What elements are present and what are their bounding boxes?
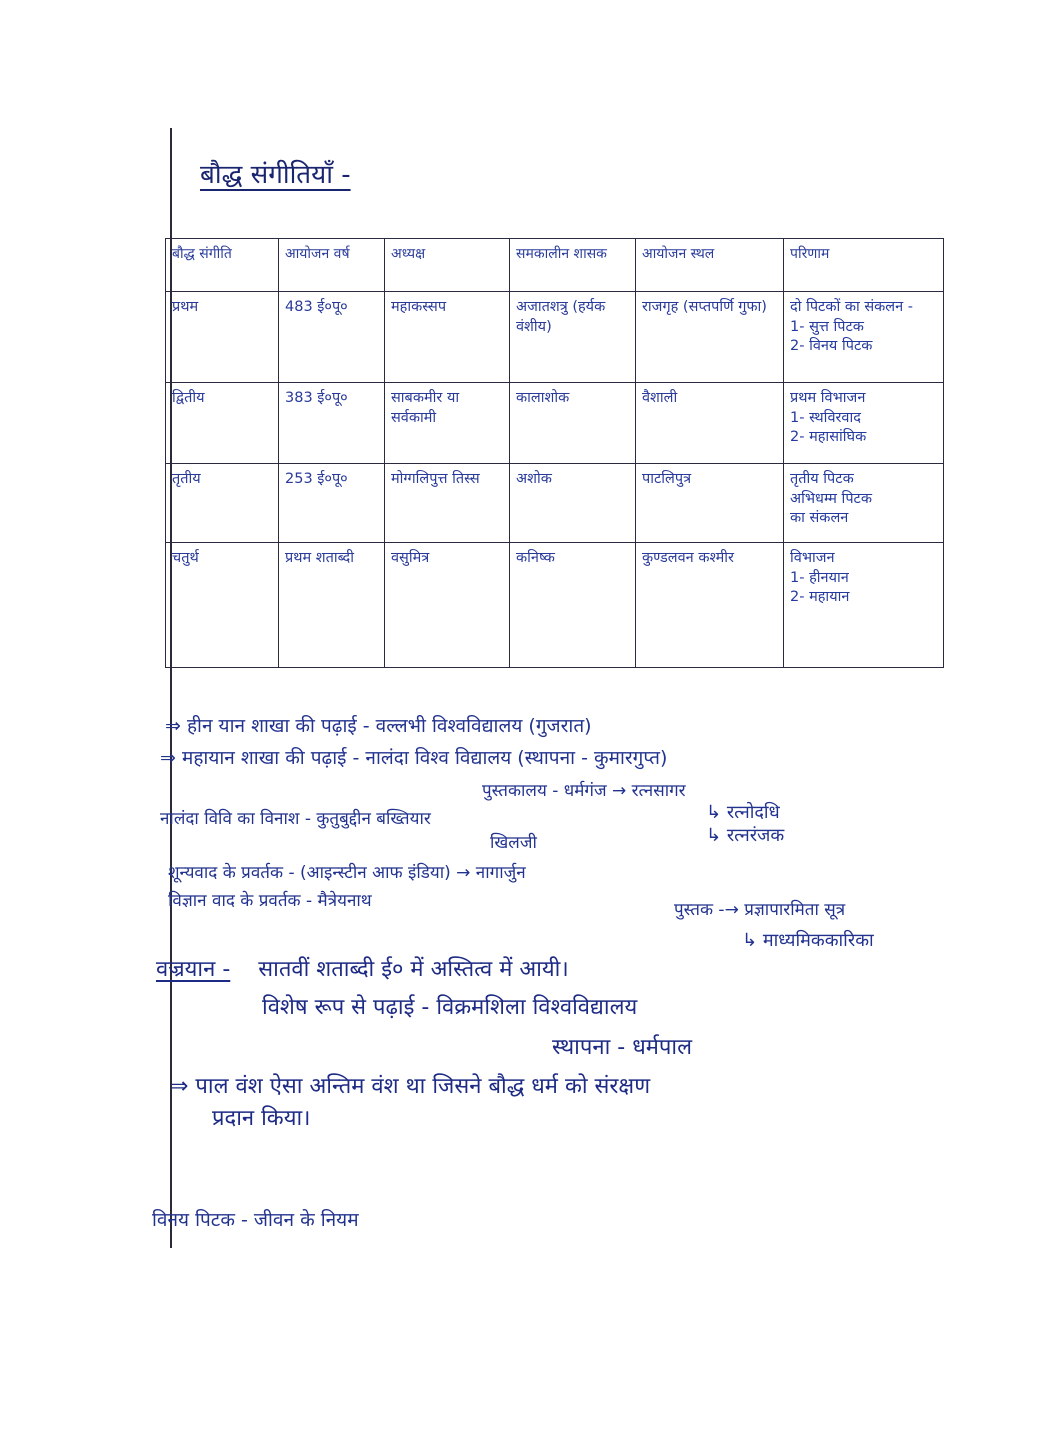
page-title: बौद्ध संगीतियाँ - xyxy=(200,160,351,190)
table-header-row xyxy=(166,239,944,292)
cell-year: 383 ई०पू० xyxy=(279,383,385,464)
outcome-line: 1- स्थविरवाद xyxy=(790,409,861,426)
note-hinayan: ⇒ हीन यान शाखा की पढ़ाई - वल्लभी विश्वविद्यालय (गुजरात) xyxy=(165,715,592,737)
outcome-line: 2- महासांघिक xyxy=(790,429,867,446)
note-book-2: ↳ माध्यमिककारिका xyxy=(742,930,874,951)
outcome-line: दो पिटकों का संकलन - xyxy=(790,299,914,315)
outcome-line: तृतीय पिटक xyxy=(790,471,854,487)
note-shunyavad: शून्यवाद के प्रवर्तक - (आइन्स्टीन आफ इंडिया) → नागार्जुन xyxy=(168,863,526,883)
cell-outcome xyxy=(784,292,944,383)
cell-year: 253 ई०पू० xyxy=(279,464,385,543)
cell-venue: पाटलिपुत्र xyxy=(636,464,784,543)
cell-president: साबकमीर या सर्वकामी xyxy=(385,383,510,464)
note-pala-line2: प्रदान किया। xyxy=(212,1106,311,1131)
note-mahayan: ⇒ महायान शाखा की पढ़ाई - नालंदा विश्व विद्यालय (स्थापना - कुमारगुप्त) xyxy=(160,747,668,769)
vajrayan-text: सातवीं शताब्दी ई० में अस्तित्व में आयी। xyxy=(258,957,569,982)
cell-council: द्वितीय xyxy=(166,383,279,464)
cell-outcome xyxy=(784,464,944,543)
note-nalanda-destruction: नालंदा विवि का विनाश - कुतुबुद्दीन बख्तियार xyxy=(160,809,431,829)
outcome-line: अभिधम्म पिटक xyxy=(790,490,872,507)
outcome-line: का संकलन xyxy=(790,510,849,527)
book-title: प्रज्ञापारमिता सूत्र xyxy=(744,900,846,920)
table-row xyxy=(166,464,944,543)
outcome-line: 2- महायान xyxy=(790,589,850,606)
note-books: पुस्तक -→ प्रज्ञापारमिता सूत्र xyxy=(674,900,846,920)
note-library: पुस्तकालय - धर्मगंज → रत्नसागर xyxy=(482,781,686,801)
cell-venue: वैशाली xyxy=(636,383,784,464)
outcome-line: 1- हीनयान xyxy=(790,569,849,586)
outcome-line: विभाजन xyxy=(790,550,835,566)
note-library-3: ↳ रत्नरंजक xyxy=(706,825,785,846)
cell-outcome xyxy=(784,543,944,668)
council-table xyxy=(165,238,944,668)
outcome-line: 1- सुत्त पिटक xyxy=(790,318,864,335)
header-outcome: परिणाम xyxy=(784,239,944,292)
books-label: पुस्तक - xyxy=(674,900,725,920)
vajrayan-label: वज्रयान - xyxy=(156,957,231,982)
note-khilji: खिलजी xyxy=(490,833,537,853)
cell-outcome xyxy=(784,383,944,464)
cell-ruler: अशोक xyxy=(510,464,636,543)
note-library-2: ↳ रत्नोदधि xyxy=(706,802,780,823)
cell-council: प्रथम xyxy=(166,292,279,383)
note-vajrayan xyxy=(156,953,569,983)
note-pala-line1: ⇒ पाल वंश ऐसा अन्तिम वंश था जिसने बौद्ध धर्म को संरक्षण xyxy=(170,1074,651,1099)
note-vigyanvad: विज्ञान वाद के प्रवर्तक - मैत्रेयनाथ xyxy=(168,891,372,911)
note-vinay-pitak: विनय पिटक - जीवन के नियम xyxy=(152,1209,359,1231)
library-item: रत्नरंजक xyxy=(726,825,785,846)
table-row xyxy=(166,383,944,464)
outcome-line: प्रथम विभाजन xyxy=(790,390,866,406)
cell-ruler: अजातशत्रु (हर्यक वंशीय) xyxy=(510,292,636,383)
cell-ruler: कालाशोक xyxy=(510,383,636,464)
header-venue: आयोजन स्थल xyxy=(636,239,784,292)
library-item: रत्नोदधि xyxy=(726,802,780,823)
cell-president: मोग्गलिपुत्त तिस्स xyxy=(385,464,510,543)
book-title: माध्यमिककारिका xyxy=(762,930,874,951)
header-ruler: समकालीन शासक xyxy=(510,239,636,292)
cell-venue: राजगृह (सप्तपर्णि गुफा) xyxy=(636,292,784,383)
header-president: अध्यक्ष xyxy=(385,239,510,292)
cell-president: वसुमित्र xyxy=(385,543,510,668)
table-row xyxy=(166,543,944,668)
cell-president: महाकस्सप xyxy=(385,292,510,383)
cell-council: तृतीय xyxy=(166,464,279,543)
header-council: बौद्ध संगीति xyxy=(166,239,279,292)
note-founder: स्थापना - धर्मपाल xyxy=(552,1035,692,1060)
outcome-line: 2- विनय पिटक xyxy=(790,338,873,355)
table-row xyxy=(166,292,944,383)
cell-council: चतुर्थ xyxy=(166,543,279,668)
cell-ruler: कनिष्क xyxy=(510,543,636,668)
header-year: आयोजन वर्ष xyxy=(279,239,385,292)
note-vikramshila: विशेष रूप से पढ़ाई - विक्रमशिला विश्वविद्यालय xyxy=(262,995,638,1020)
cell-year: 483 ई०पू० xyxy=(279,292,385,383)
cell-venue: कुण्डलवन कश्मीर xyxy=(636,543,784,668)
cell-year: प्रथम शताब्दी xyxy=(279,543,385,668)
